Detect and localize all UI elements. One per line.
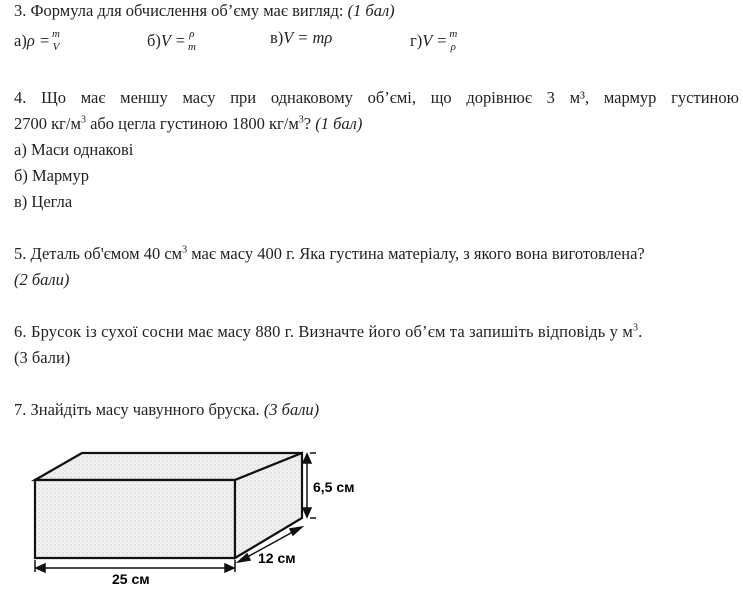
q4-word: мармур — [603, 88, 657, 107]
q4-line1 — [14, 88, 739, 108]
q4-word: масу — [182, 88, 216, 107]
q3-points: (1 бал) — [347, 1, 395, 20]
q3-option-d — [410, 28, 457, 54]
q4-word: однаковому — [270, 88, 353, 107]
q4-word: при — [230, 88, 257, 107]
q7-points: (3 бали) — [263, 400, 320, 419]
q4-word: м³, — [569, 88, 590, 107]
q3-option-a-den: V — [52, 41, 60, 53]
q3-option-d-num: m — [449, 28, 458, 40]
q7-text: 7. Знайдіть масу чавунного бруска. — [14, 400, 264, 419]
q4-word: має — [80, 88, 106, 107]
q4-word: 3 — [546, 88, 555, 107]
exponent: 3 — [182, 244, 188, 256]
exponent: 3 — [632, 322, 639, 334]
q4-word: 4. — [14, 88, 27, 107]
q4-word: об’ємі, — [367, 88, 416, 107]
q5-line1-a: 5. Деталь об'ємом 40 см — [14, 244, 183, 263]
q5-points: (2 бали) — [14, 270, 70, 289]
q4-word: дорівнює — [466, 88, 532, 107]
q5-line1 — [14, 244, 645, 264]
q3-option-c — [270, 28, 332, 48]
q3-option-a-num: m — [52, 28, 60, 40]
q3-option-d-den: ρ — [450, 41, 456, 53]
q4-word: меншу — [120, 88, 168, 107]
q4-answer-b: б) Мармур — [14, 166, 89, 185]
q3-title-text: 3. Формула для обчислення об’єму має вигляд: — [14, 1, 348, 20]
q3-option-b-lhs: V = — [160, 31, 186, 50]
q4-word: що — [430, 88, 452, 107]
q4-line2-a: 2700 кг/м — [14, 114, 81, 133]
exponent: 3 — [298, 114, 304, 126]
q4-answer-c: в) Цегла — [14, 192, 73, 211]
q4-line2-c: ? — [303, 114, 316, 133]
q3-option-c-lhs: V = mρ — [283, 28, 333, 47]
q3-option-d-lhs: V = — [422, 31, 448, 50]
q5-line1-b: має масу 400 г. Яка густина матеріалу, з якого вона виготовлена? — [187, 244, 645, 263]
brick-body — [35, 453, 302, 558]
height-label: 6,5 см — [313, 479, 355, 495]
q3-option-a-lhs: ρ = — [26, 31, 51, 50]
q3-option-d-fraction — [449, 28, 457, 54]
q4-word: Що — [41, 88, 66, 107]
q3-title — [14, 1, 395, 21]
q3-option-b-fraction — [188, 28, 196, 54]
q6-line1-a: 6. Брусок із сухої сосни має масу 880 г. Визначте його об’єм та запишіть відповідь у м — [14, 322, 633, 341]
q3-option-d-prefix: г) — [410, 31, 423, 50]
q3-option-b-den: m — [187, 41, 196, 53]
q6-line1 — [14, 322, 642, 342]
q4-word: густиною — [671, 88, 739, 107]
q6-line1-b: . — [638, 322, 643, 341]
q3-option-a-fraction — [52, 28, 60, 54]
q4-answer-a: а) Маси однакові — [14, 140, 134, 159]
q7-line — [14, 400, 319, 420]
q3-option-b-num: ρ — [189, 28, 195, 40]
q3-option-c-prefix: в) — [270, 28, 284, 47]
length-label: 25 см — [112, 571, 150, 587]
q4-points: (1 бал) — [315, 114, 363, 133]
brick-figure — [30, 448, 380, 588]
q4-line2 — [14, 114, 362, 134]
exponent: 3 — [80, 114, 86, 126]
q6-points: (3 бали) — [14, 348, 71, 367]
q3-option-a-prefix: а) — [14, 31, 27, 50]
q3-option-b-prefix: б) — [147, 31, 161, 50]
depth-label: 12 см — [258, 550, 296, 566]
q4-line2-b: або цегла густиною 1800 кг/м — [85, 114, 299, 133]
q3-option-b — [147, 28, 196, 54]
brick-front-face — [35, 480, 235, 558]
q3-option-a — [14, 28, 60, 54]
